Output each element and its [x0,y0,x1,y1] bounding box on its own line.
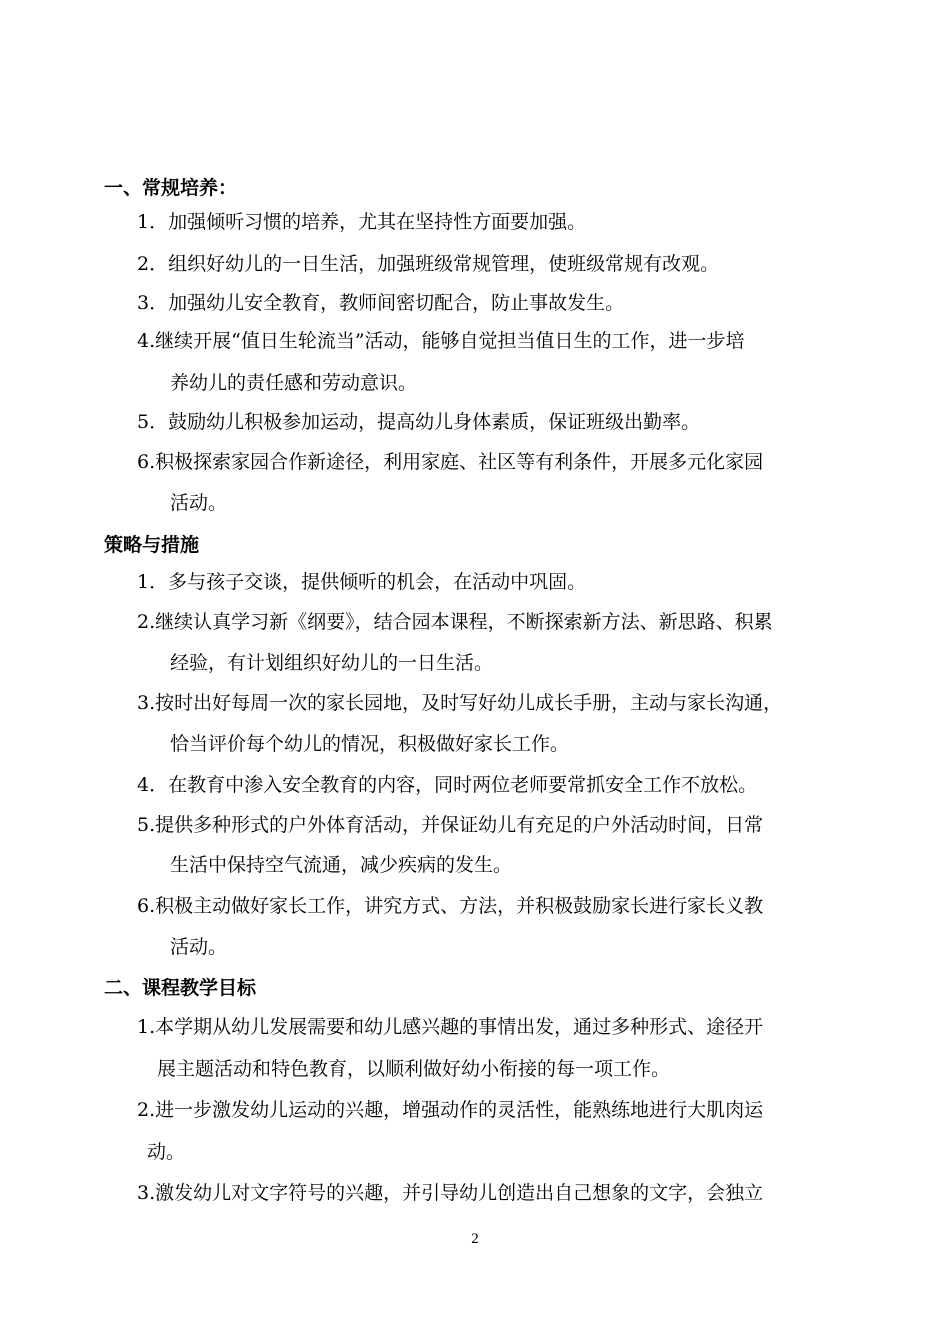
strategies-item-6: 6.积极主动做好家长工作，讲究方式、方法，并积极鼓励家长进行家长义教 [137,895,764,917]
section1-item-6: 6.积极探索家园合作新途径，利用家庭、社区等有利条件，开展多元化家园 [137,451,764,473]
section1-item-2: 2．组织好幼儿的一日生活，加强班级常规管理，使班级常规有改观。 [137,253,720,275]
section1-heading: 一、常规培养： [104,177,238,199]
section1-item-4-cont: 养幼儿的责任感和劳动意识。 [170,372,418,394]
strategies-item-2-cont: 经验，有计划组织好幼儿的一日生活。 [170,652,494,674]
strategies-item-5-cont: 生活中保持空气流通，减少疾病的发生。 [170,854,513,876]
section1-item-1: 1．加强倾听习惯的培养，尤其在坚持性方面要加强。 [137,211,587,233]
section1-item-3: 3．加强幼儿安全教育，教师间密切配合，防止事故发生。 [137,292,625,314]
section2-item-3: 3.激发幼儿对文字符号的兴趣，并引导幼儿创造出自己想象的文字，会独立 [137,1182,764,1204]
section1-item-5: 5．鼓励幼儿积极参加运动，提高幼儿身体素质，保证班级出勤率。 [137,411,701,433]
page-number: 2 [471,1231,479,1247]
strategies-item-2: 2.继续认真学习新《纲要》，结合园本课程，不断探索新方法、新思路、积累 [137,611,773,633]
section1-item-4: 4.继续开展“值日生轮流当”活动，能够自觉担当值日生的工作，进一步培 [137,330,745,352]
section1-item-6-cont: 活动。 [170,492,228,514]
section2-heading: 二、课程教学目标 [104,977,257,999]
section2-item-1: 1.本学期从幼儿发展需要和幼儿感兴趣的事情出发，通过多种形式、途径开 [137,1016,764,1038]
section2-item-2-cont: 动。 [147,1141,186,1163]
section2-item-2: 2.进一步激发幼儿运动的兴趣，增强动作的灵活性，能熟练地进行大肌肉运 [137,1099,764,1121]
strategies-item-3-cont: 恰当评价每个幼儿的情况，积极做好家长工作。 [170,733,570,755]
strategies-item-3: 3.按时出好每周一次的家长园地，及时写好幼儿成长手册，主动与家长沟通， [137,692,783,714]
strategies-item-5: 5.提供多种形式的户外体育活动，并保证幼儿有充足的户外活动时间，日常 [137,814,764,836]
strategies-heading: 策略与措施 [104,534,200,556]
strategies-item-1: 1．多与孩子交谈，提供倾听的机会，在活动中巩固。 [137,571,587,593]
strategies-item-4: 4．在教育中渗入安全教育的内容，同时两位老师要常抓安全工作不放松。 [137,774,758,796]
section2-item-1-cont: 展主题活动和特色教育，以顺利做好幼小衔接的每一项工作。 [157,1058,671,1080]
strategies-item-6-cont: 活动。 [170,936,228,958]
